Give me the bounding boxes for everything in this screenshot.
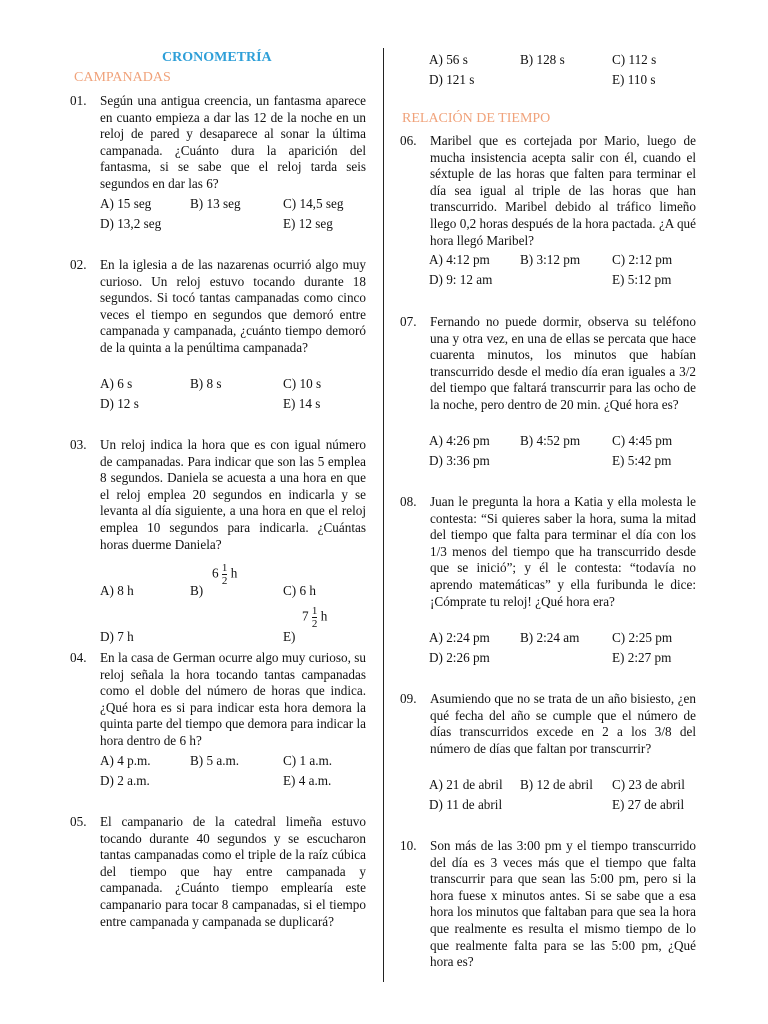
option-d: D) 12 s [100,396,139,411]
option-c: C) 4:45 pm [612,433,673,448]
option-a: A) 6 s [100,376,133,391]
question-text: Un reloj indica la hora que es con igual número de campanadas. Para indicar que son las 5 emplea 8 segundos. Daniela se acuesta a una hora en que el reloj emplea 20 segundos en indicarla y se levanta al día siguiente, a una hora en que el reloj emplea 10 segundos para indicarla. ¿Cuántas horas duerme Daniela? [100,437,366,552]
question-text: El campanario de la catedral limeña estuvo tocando durante 40 segundos y se escucharon tantas campanadas como el triple de la raíz cúbica del tiempo que hay entre campanada y campanada. ¿Cuánto tiempo emplearía este campanario para tocar 8 campanadas, si el tiempo entre campanada y campanada se duplicará? [100,814,366,929]
option-c: C) 10 s [283,376,322,391]
question-01 [70,93,366,193]
option-b: B) 3:12 pm [520,252,581,267]
option-d: D) 13,2 seg [100,216,162,231]
question-06 [400,133,696,249]
option-c: C) 2:25 pm [612,630,673,645]
option-e: E) 12 seg [283,216,333,231]
question-number: 03. [70,437,87,452]
section-heading-campanadas: CAMPANADAS [74,70,171,85]
option-a: A) 4 p.m. [100,753,151,768]
option-d: D) 2:26 pm [429,650,490,665]
option-d: D) 11 de abril [429,797,503,812]
question-number: 04. [70,650,87,665]
section-heading-relacion-de-tiempo: RELACIÓN DE TIEMPO [402,111,551,126]
question-number: 09. [400,691,417,706]
question-number: 02. [70,257,87,272]
option-b: B) 2:24 am [520,630,580,645]
option-e: E) [283,629,296,644]
question-number: 01. [70,93,87,108]
question-02 [70,257,366,357]
question-05 [70,814,366,930]
question-07 [400,314,696,414]
option-e: E) 27 de abril [612,797,685,812]
option-e: E) 5:12 pm [612,272,672,287]
option-c: C) 14,5 seg [283,196,344,211]
option-d: D) 7 h [100,629,134,644]
option-d: D) 2 a.m. [100,773,150,788]
option-a: A) 56 s [429,52,468,67]
option-b: B) 8 s [190,376,222,391]
option-b-fraction: $6 \frac{1}{2}$ h [212,562,238,587]
option-c: C) 23 de abril [612,777,685,792]
option-d: D) 3:36 pm [429,453,490,468]
option-e: E) 2:27 pm [612,650,672,665]
question-08 [400,494,696,610]
option-a: A) 21 de abril [429,777,503,792]
option-a: A) 4:26 pm [429,433,490,448]
option-a: A) 2:24 pm [429,630,490,645]
page-title: CRONOMETRÍA [162,50,272,65]
question-text: Según una antigua creencia, un fantasma aparece en cuanto empieza a dar las 12 de la noche en un reloj de pared y desaparece al sonar la última campanada. ¿Cuánto dura la aparición del fantasma, si se sabe que el reloj tarda seis segundos en dar las 6? [100,93,366,191]
option-e: E) 4 a.m. [283,773,332,788]
question-09 [400,691,696,757]
question-10 [400,838,696,971]
option-b: B) 12 de abril [520,777,593,792]
option-a: A) 8 h [100,583,134,598]
option-b: B) 13 seg [190,196,241,211]
option-a: A) 15 seg [100,196,152,211]
question-text: En la iglesia a de las nazarenas ocurrió algo muy curioso. Un reloj estuvo tocando durante 18 segundos. Si tocó tantas campanadas como cinco veces el tiempo en segundos que demoró entre campanada y campanada, ¿cuánto tiempo demoró de la quinta a la penúltima campanada? [100,257,366,355]
option-c: C) 2:12 pm [612,252,673,267]
question-number: 06. [400,133,417,148]
option-e-fraction: $7 \frac{1}{2}$ h [302,605,328,630]
question-text: Son más de las 3:00 pm y el tiempo transcurrido del día es 3 veces más que el tiempo que falta transcurrir para que sean las 5:00 pm, pero si la hora fuese x minutos antes. Si se sabe que a esa hora los minutos que faltaban para que sea la hora que realmente es resulta el mismo tiempo de lo que realmente falta para se las 5:00 pm, ¿Qué hora es? [430,838,696,970]
option-a: A) 4:12 pm [429,252,490,267]
option-c: C) 112 s [612,52,657,67]
option-d: D) 121 s [429,72,475,87]
option-e: E) 5:42 pm [612,453,672,468]
question-text: Juan le pregunta la hora a Katia y ella molesta le contesta: “Si quieres saber la hora, suma la mitad del tiempo que falta para terminar el día con los 1/3 menos del tiempo que ha transcurrido desde que se inició”; y él le contesta: “todavía no aprendo matemáticas” y ella furibunda le dice: ¡Cómprate tu reloj! ¿Qué hora era? [430,494,696,609]
question-number: 05. [70,814,87,829]
question-text: Maribel que es cortejada por Mario, luego de mucha insistencia acepta salir con él, cuando el séxtuple de las horas que falten para terminar el día sea igual al triple de las horas que han transcurrido. Maribel debido al tráfico limeño llego 0,2 horas después de la hora pactada. ¿A qué hora llegó Maribel? [430,133,696,248]
question-text: Fernando no puede dormir, observa su teléfono una y otra vez, en una de ellas se percata que hace cuarenta minutos, los minutos que habían transcurrido desde el medio día eran iguales a 3/2 del tiempo que faltará transcurrir para las ocho de la noche, pero dentro de 20 min. ¿Qué hora es? [430,314,696,412]
option-e: E) 14 s [283,396,321,411]
option-b: B) 4:52 pm [520,433,581,448]
question-04 [70,650,366,750]
column-divider [383,48,384,982]
question-number: 07. [400,314,417,329]
question-number: 10. [400,838,417,853]
option-b: B) 5 a.m. [190,753,240,768]
option-b: B) [190,583,204,598]
option-e: E) 110 s [612,72,656,87]
option-c: C) 6 h [283,583,316,598]
question-text: Asumiendo que no se trata de un año bisiesto, ¿en qué fecha del año se cumple que el número de días transcurridos excede en 2 a los 3/8 del número de días que faltan por transcurrir? [430,691,696,756]
option-c: C) 1 a.m. [283,753,333,768]
question-03 [70,437,366,553]
option-d: D) 9: 12 am [429,272,493,287]
question-text: En la casa de German ocurre algo muy curioso, su reloj señala la hora tocando tantas campanadas como el doble del número de horas que indica. ¿Qué hora es si para indicar esta hora demora la quinta parte del tiempo que demora para indicar la hora dentro de 6 h? [100,650,366,748]
option-b: B) 128 s [520,52,565,67]
question-number: 08. [400,494,417,509]
